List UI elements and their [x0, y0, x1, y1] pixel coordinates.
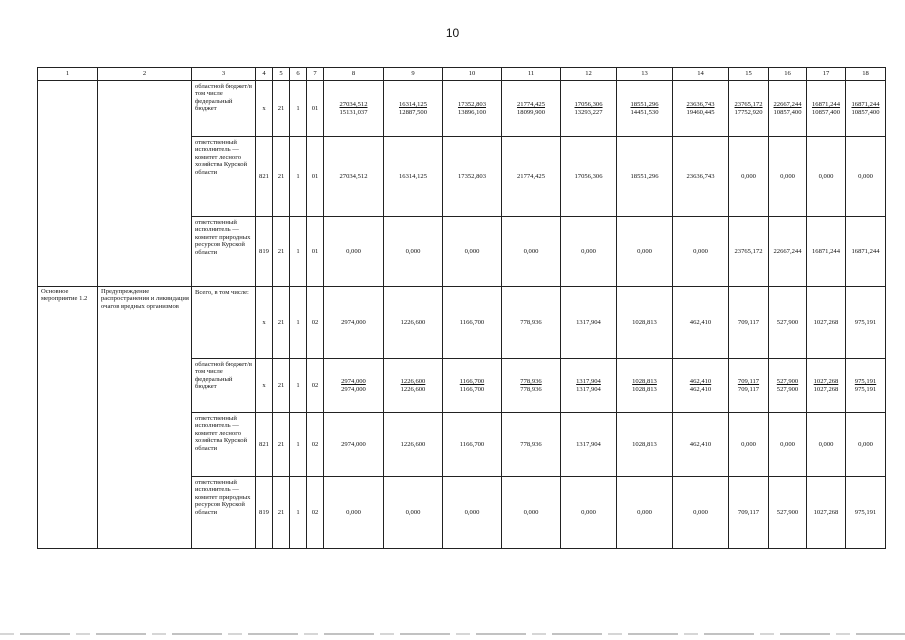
amount-cell: 1028,813: [617, 287, 673, 359]
code-activity: 01: [307, 137, 324, 217]
code-activity: 02: [307, 287, 324, 359]
amount-cell: 21774,425: [502, 137, 561, 217]
code-grbs: х: [256, 287, 273, 359]
amount-cell: 0,000: [673, 217, 729, 287]
amount-cell: 16871,244: [846, 217, 886, 287]
amount-total: 778,936: [520, 378, 542, 386]
amount-cell: 0,000: [617, 217, 673, 287]
code-program: 21: [273, 81, 290, 137]
funding-source: ответственный исполнитель — комитет природных ресурсов Курской области: [192, 477, 256, 549]
amount-total: 527,900: [776, 378, 799, 386]
funding-source: ответственный исполнитель — комитет природных ресурсов Курской области: [192, 217, 256, 287]
amount-total: 1028,813: [632, 378, 657, 386]
amount-total: 462,410: [689, 378, 712, 386]
column-header: 13: [617, 68, 673, 81]
amount-cell: [502, 359, 561, 413]
amount-cell: 709,117: [729, 477, 769, 549]
funding-source: областной бюджет/в том числе федеральный бюджет: [192, 81, 256, 137]
amount-federal: 18099,900: [516, 108, 546, 116]
amount-cell: 22667,244: [769, 217, 807, 287]
amount-cell: 23765,172: [729, 217, 769, 287]
column-header: 3: [192, 68, 256, 81]
amount-total: 16314,125: [398, 101, 428, 109]
funding-source: Всего, в том числе:: [192, 287, 256, 359]
amount-cell: 709,117: [729, 287, 769, 359]
column-header: 16: [769, 68, 807, 81]
funding-source: ответственный исполнитель — комитет лесного хозяйства Курской области: [192, 413, 256, 477]
amount-cell: [617, 81, 673, 137]
amount-cell: 0,000: [617, 477, 673, 549]
amount-cell: 1317,904: [561, 287, 617, 359]
amount-total: 21774,425: [516, 101, 546, 109]
amount-cell: [729, 359, 769, 413]
amount-cell: [561, 359, 617, 413]
amount-cell: [673, 81, 729, 137]
code-grbs: х: [256, 81, 273, 137]
amount-cell: 1166,700: [443, 287, 502, 359]
amount-cell: 1226,600: [384, 413, 443, 477]
amount-federal: 17752,920: [734, 108, 763, 116]
amount-cell: [617, 359, 673, 413]
amount-cell: 527,900: [769, 287, 807, 359]
amount-federal: 19460,445: [686, 108, 715, 116]
amount-cell: [443, 81, 502, 137]
amount-cell: 527,900: [769, 477, 807, 549]
amount-cell: [384, 81, 443, 137]
amount-total: 17056,306: [574, 101, 603, 109]
amount-cell: 778,936: [502, 287, 561, 359]
amount-federal: 13896,100: [457, 108, 487, 116]
amount-cell: [846, 359, 886, 413]
amount-total: 709,117: [737, 378, 760, 386]
amount-cell: 0,000: [443, 477, 502, 549]
amount-total: 23636,743: [686, 101, 715, 109]
column-header: 9: [384, 68, 443, 81]
amount-cell: 0,000: [324, 477, 384, 549]
code-subprogram: 1: [290, 217, 307, 287]
column-header: 4: [256, 68, 273, 81]
amount-federal: 2974,000: [341, 385, 366, 393]
amount-federal: 1317,904: [576, 385, 601, 393]
code-subprogram: 1: [290, 413, 307, 477]
column-header: 17: [807, 68, 846, 81]
amount-cell: 1027,268: [807, 287, 846, 359]
code-activity: 01: [307, 81, 324, 137]
code-grbs: х: [256, 359, 273, 413]
amount-cell: 0,000: [384, 217, 443, 287]
activity-description: Предупреждение распространения и ликвидация очагов вредных организмов: [98, 287, 192, 549]
amount-cell: 462,410: [673, 413, 729, 477]
amount-total: 17352,803: [457, 101, 487, 109]
table-row: [38, 81, 886, 137]
amount-cell: [673, 359, 729, 413]
amount-total: 975,191: [854, 378, 877, 386]
amount-cell: [561, 81, 617, 137]
amount-cell: 0,000: [807, 413, 846, 477]
amount-federal: 10857,400: [851, 108, 880, 116]
code-subprogram: 1: [290, 477, 307, 549]
header-row: [38, 68, 886, 81]
amount-cell: [769, 359, 807, 413]
column-header: 5: [273, 68, 290, 81]
amount-cell: 0,000: [769, 137, 807, 217]
column-header: 11: [502, 68, 561, 81]
amount-federal: 1027,268: [813, 385, 839, 393]
column-header: 7: [307, 68, 324, 81]
code-subprogram: 1: [290, 81, 307, 137]
amount-cell: 0,000: [846, 137, 886, 217]
amount-federal: 10857,400: [773, 108, 802, 116]
amount-cell: [807, 359, 846, 413]
amount-cell: [443, 359, 502, 413]
amount-cell: 0,000: [729, 413, 769, 477]
amount-federal: 527,900: [776, 385, 799, 393]
amount-cell: 0,000: [846, 413, 886, 477]
column-header: 6: [290, 68, 307, 81]
amount-total: 22667,244: [773, 101, 802, 109]
amount-total: 1226,600: [400, 378, 426, 386]
amount-federal: 10857,400: [811, 108, 841, 116]
code-subprogram: 1: [290, 287, 307, 359]
code-grbs: 821: [256, 137, 273, 217]
amount-cell: 16871,244: [807, 217, 846, 287]
amount-cell: 0,000: [729, 137, 769, 217]
amount-total: 1317,904: [576, 378, 601, 386]
amount-cell: [384, 359, 443, 413]
amount-cell: 975,191: [846, 287, 886, 359]
column-header: 12: [561, 68, 617, 81]
amount-cell: 0,000: [807, 137, 846, 217]
amount-federal: 462,410: [689, 385, 712, 393]
amount-federal: 1166,700: [459, 385, 485, 393]
amount-federal: 12887,500: [398, 108, 428, 116]
code-activity: 02: [307, 359, 324, 413]
amount-total: 18551,296: [630, 101, 659, 109]
amount-federal: 709,117: [737, 385, 760, 393]
code-subprogram: 1: [290, 359, 307, 413]
amount-cell: 1028,813: [617, 413, 673, 477]
column-header: 15: [729, 68, 769, 81]
amount-cell: 2974,000: [324, 413, 384, 477]
funding-source: областной бюджет/в том числе федеральный бюджет: [192, 359, 256, 413]
budget-table: [37, 67, 886, 549]
amount-cell: 975,191: [846, 477, 886, 549]
amount-total: 16871,244: [851, 101, 880, 109]
code-grbs: 819: [256, 477, 273, 549]
scan-footer-artifact: [0, 633, 905, 635]
amount-federal: 13293,227: [574, 108, 603, 116]
amount-cell: [807, 81, 846, 137]
amount-cell: 16314,125: [384, 137, 443, 217]
code-program: 21: [273, 413, 290, 477]
code-program: 21: [273, 287, 290, 359]
code-program: 21: [273, 477, 290, 549]
column-header: 10: [443, 68, 502, 81]
amount-cell: 1226,600: [384, 287, 443, 359]
amount-cell: 0,000: [561, 477, 617, 549]
code-activity: 02: [307, 477, 324, 549]
amount-total: 1166,700: [459, 378, 485, 386]
activity-name: Основное мероприятие 1.2: [38, 287, 98, 549]
amount-cell: [324, 81, 384, 137]
funding-source: ответственный исполнитель — комитет лесного хозяйства Курской области: [192, 137, 256, 217]
amount-cell: [729, 81, 769, 137]
amount-cell: 0,000: [769, 413, 807, 477]
amount-cell: 2974,000: [324, 287, 384, 359]
amount-total: 1027,268: [813, 378, 839, 386]
amount-cell: 778,936: [502, 413, 561, 477]
code-subprogram: 1: [290, 137, 307, 217]
amount-federal: 975,191: [854, 385, 877, 393]
activity-description: [98, 81, 192, 287]
amount-federal: 778,936: [520, 385, 542, 393]
code-program: 21: [273, 137, 290, 217]
amount-cell: 23636,743: [673, 137, 729, 217]
amount-cell: 0,000: [502, 477, 561, 549]
amount-total: 23765,172: [734, 101, 763, 109]
amount-cell: 1317,904: [561, 413, 617, 477]
amount-federal: 1226,600: [400, 385, 426, 393]
amount-federal: 1028,813: [632, 385, 657, 393]
amount-cell: [846, 81, 886, 137]
column-header: 8: [324, 68, 384, 81]
column-header: 18: [846, 68, 886, 81]
code-activity: 02: [307, 413, 324, 477]
amount-cell: [769, 81, 807, 137]
amount-cell: 27034,512: [324, 137, 384, 217]
page-number: 10: [445, 26, 460, 40]
amount-cell: 0,000: [673, 477, 729, 549]
amount-cell: 17352,803: [443, 137, 502, 217]
amount-federal: 14451,530: [630, 108, 659, 116]
amount-cell: 462,410: [673, 287, 729, 359]
amount-total: 16871,244: [811, 101, 841, 109]
amount-total: 27034,512: [339, 101, 368, 109]
amount-cell: 1166,700: [443, 413, 502, 477]
amount-cell: [502, 81, 561, 137]
code-activity: 01: [307, 217, 324, 287]
amount-cell: 0,000: [502, 217, 561, 287]
amount-total: 2974,000: [341, 378, 366, 386]
amount-cell: 17056,306: [561, 137, 617, 217]
code-program: 21: [273, 359, 290, 413]
amount-cell: 0,000: [443, 217, 502, 287]
code-grbs: 821: [256, 413, 273, 477]
column-header: 1: [38, 68, 98, 81]
code-grbs: 819: [256, 217, 273, 287]
column-header: 2: [98, 68, 192, 81]
table-row: [38, 287, 886, 359]
amount-cell: [324, 359, 384, 413]
amount-cell: 18551,296: [617, 137, 673, 217]
amount-cell: 1027,268: [807, 477, 846, 549]
amount-cell: 0,000: [384, 477, 443, 549]
activity-name: [38, 81, 98, 287]
amount-cell: 0,000: [324, 217, 384, 287]
table-body: [38, 68, 886, 549]
code-program: 21: [273, 217, 290, 287]
amount-federal: 15131,037: [339, 108, 368, 116]
column-header: 14: [673, 68, 729, 81]
amount-cell: 0,000: [561, 217, 617, 287]
